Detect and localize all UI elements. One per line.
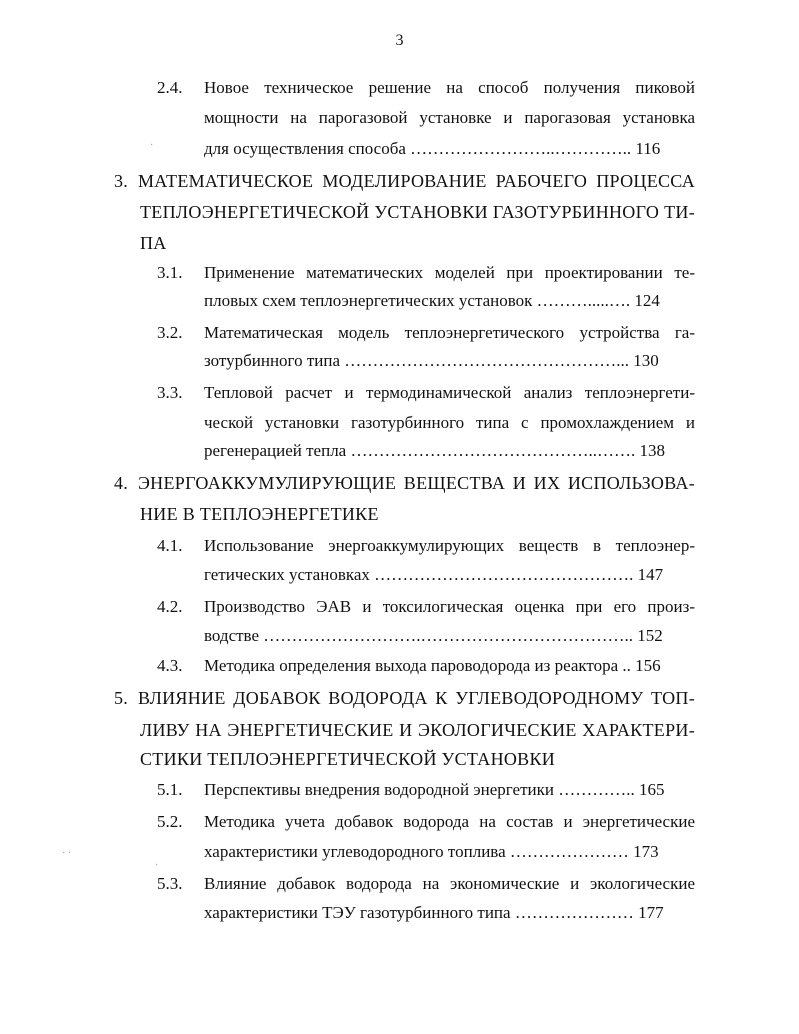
section-title-line: Влияние добавок водорода на экономические и экологические: [204, 874, 695, 893]
section-title-line: регенерацией тепла ……………………………………..……. 138: [204, 441, 665, 460]
page-number: 3: [395, 32, 404, 49]
section-title-line: Применение математических моделей при проектировании те-: [204, 263, 695, 282]
section-title-line: характеристики ТЭУ газотурбинного типа ………………… 177: [204, 903, 664, 922]
chapter-title-line: ТЕПЛОЭНЕРГЕТИЧЕСКОЙ УСТАНОВКИ ГАЗОТУРБИННОГО ТИ-: [140, 202, 695, 222]
chapter-title-line: ЛИВУ НА ЭНЕРГЕТИЧЕСКИЕ И ЭКОЛОГИЧЕСКИЕ ХАРАКТЕРИ-: [140, 720, 695, 740]
section-title-line: Использование энергоаккумулирующих веществ в теплоэнер-: [204, 536, 695, 555]
section-title-line: для осуществления способа ……………………..………….. 116: [204, 139, 661, 158]
section-number: 4.3.: [157, 656, 183, 675]
section-title-line: Математическая модель теплоэнергетического устройства га-: [204, 323, 695, 342]
section-title-line: Перспективы внедрения водородной энергетики ………….. 165: [204, 780, 665, 799]
section-title-line: характеристики углеводородного топлива ………………… 173: [204, 842, 659, 861]
section-title-line: ческой установки газотурбинного типа с промохлаждением и: [204, 413, 695, 432]
section-number: 4.1.: [157, 536, 183, 555]
section-title-line: пловых схем теплоэнергетических установок ……….....…. 124: [204, 291, 660, 310]
section-number: 3.2.: [157, 323, 183, 342]
section-title-line: Новое техническое решение на способ получения пиковой: [204, 78, 695, 97]
section-title-line: Методика определения выхода пароводорода из реактора .. 156: [204, 656, 661, 675]
section-number: 2.4.: [157, 78, 183, 97]
scan-speck: ·: [155, 860, 159, 871]
section-number: 5.1.: [157, 780, 183, 799]
scan-speck: ·: [150, 140, 154, 151]
section-number: 3.3.: [157, 383, 183, 402]
chapter-title-line: НИЕ В ТЕПЛОЭНЕРГЕТИКЕ: [140, 504, 379, 524]
section-number: 5.2.: [157, 812, 183, 831]
section-number: 3.1.: [157, 263, 183, 282]
chapter-title-line: СТИКИ ТЕПЛОЭНЕРГЕТИЧЕСКОЙ УСТАНОВКИ: [140, 749, 556, 769]
section-title-line: водстве ……………………….……………………………….. 152: [204, 626, 663, 645]
section-title-line: зотурбинного типа …………………………………………... 130: [204, 351, 659, 370]
scan-speck: · ·: [62, 848, 72, 859]
chapter-title-line: ПА: [140, 233, 167, 253]
section-title-line: Производство ЭАВ и токсилогическая оценка при его произ-: [204, 597, 695, 616]
chapter-number: 5.: [114, 688, 129, 708]
chapter-title-line: ВЛИЯНИЕ ДОБАВОК ВОДОРОДА К УГЛЕВОДОРОДНОМУ ТОП-: [138, 688, 695, 708]
chapter-number: 4.: [114, 473, 129, 493]
section-number: 5.3.: [157, 874, 183, 893]
section-title-line: гетических установках ………………………………………. 147: [204, 565, 664, 584]
section-title-line: Методика учета добавок водорода на состав и энергетические: [204, 812, 695, 831]
section-title-line: Тепловой расчет и термодинамической анализ теплоэнергети-: [204, 383, 695, 402]
chapter-number: 3.: [114, 171, 129, 191]
section-number: 4.2.: [157, 597, 183, 616]
section-title-line: мощности на парогазовой установке и парогазовая установка: [204, 108, 695, 127]
chapter-title-line: МАТЕМАТИЧЕСКОЕ МОДЕЛИРОВАНИЕ РАБОЧЕГО ПРОЦЕССА: [138, 171, 695, 191]
chapter-title-line: ЭНЕРГОАККУМУЛИРУЮЩИЕ ВЕЩЕСТВА И ИХ ИСПОЛЬЗОВА-: [138, 473, 695, 493]
